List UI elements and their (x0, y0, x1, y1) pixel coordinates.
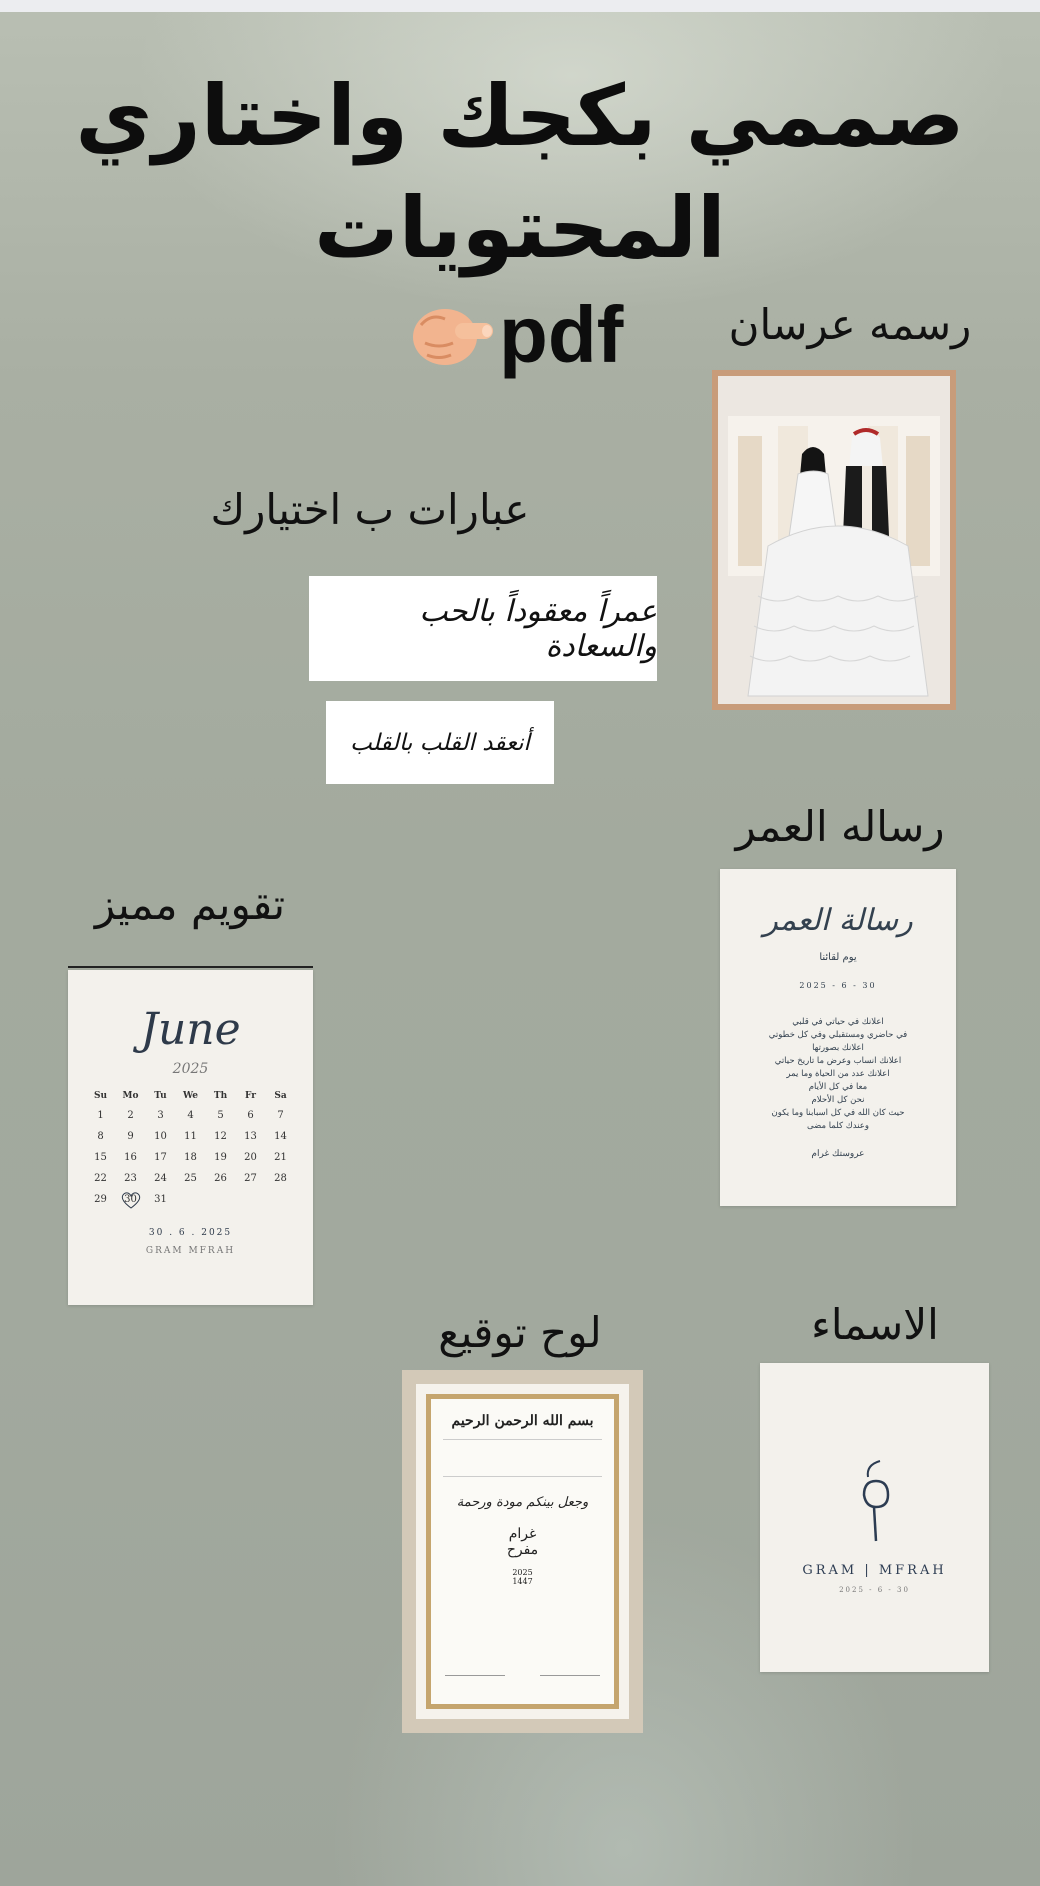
day-cell: 23 (124, 1173, 137, 1184)
weekday: Fr (245, 1091, 256, 1101)
day-cell: 2 (127, 1110, 134, 1121)
weekday: Su (93, 1091, 108, 1101)
calendar-month: June (140, 1004, 241, 1055)
day-cell: 18 (184, 1152, 197, 1163)
week-row (86, 1189, 296, 1210)
pdf-row (405, 290, 655, 380)
names-card (760, 1363, 989, 1672)
couple-drawing-card (712, 370, 956, 710)
monogram-icon (850, 1451, 900, 1551)
signing-year-1: 2025 (512, 1568, 533, 1577)
signing-inner-frame (426, 1394, 619, 1709)
weekday: Tu (154, 1091, 167, 1101)
letter-line: وعندك كلما مضى (807, 1121, 869, 1131)
calendar-names: GRAM MFRAH (145, 1246, 236, 1256)
letter-card (720, 869, 956, 1206)
day-cell: 26 (214, 1173, 227, 1184)
letter-line: حيث كان الله في كل اسبابنا وما يكون (771, 1108, 905, 1118)
day-cell (266, 1189, 296, 1210)
calendar-top-line (68, 966, 313, 968)
verse: وجعل بينكم مودة ورحمة (456, 1495, 589, 1510)
week-row (86, 1105, 296, 1126)
week-row (86, 1126, 296, 1147)
day-cell (236, 1189, 266, 1210)
day-cell: 10 (154, 1131, 167, 1142)
letter-subtitle: يوم لقائنا (819, 952, 857, 963)
letter-line: معا في كل الأيام (808, 1082, 868, 1092)
phrase-card-1: عمراً معقوداً بالحب والسعادة (309, 576, 657, 681)
day-cell: 25 (184, 1173, 197, 1184)
day-cell: 12 (214, 1131, 227, 1142)
names-text: GRAM | MFRAH (802, 1563, 947, 1578)
names-date: 2025 - 6 - 30 (839, 1586, 910, 1594)
letter-line: اعلانك في حياتي في قلبي (792, 1017, 884, 1027)
day-cell: 9 (127, 1131, 134, 1142)
day-cell: 5 (217, 1110, 224, 1121)
letter-line: نحن كل الأحلام (811, 1095, 865, 1105)
signing-year-2: 1447 (512, 1577, 533, 1586)
couple-illustration (718, 376, 950, 704)
calendar-card (68, 970, 313, 1305)
week-row (86, 1168, 296, 1189)
signature-lines (445, 1675, 600, 1676)
day-cell: 22 (94, 1173, 107, 1184)
day-cell: 6 (247, 1110, 254, 1121)
weekday-row (86, 1087, 296, 1105)
weekday: We (182, 1091, 199, 1101)
names-label: الاسماء (811, 1300, 939, 1349)
signing-text-block (443, 1439, 602, 1477)
weekday: Sa (274, 1091, 287, 1101)
day-cell: 4 (187, 1110, 194, 1121)
day-cell: 27 (244, 1173, 257, 1184)
calendar-grid (86, 1087, 296, 1210)
day-cell: 15 (94, 1152, 107, 1163)
day-cell (206, 1189, 236, 1210)
letter-line: في حاضري ومستقبلي وفي كل خطوتي (768, 1030, 908, 1040)
week-row (86, 1147, 296, 1168)
calendar-date-line: 30 . 6 . 2025 (148, 1228, 233, 1238)
day-cell: 24 (154, 1173, 167, 1184)
pdf-text: pdf (499, 290, 624, 379)
letter-line: اعلانك بصورتها (812, 1043, 864, 1053)
day-cell: 1 (97, 1110, 104, 1121)
day-cell: 29 (94, 1194, 107, 1205)
phrase-card-2: أنعقد القلب بالقلب (326, 701, 554, 784)
page-title: صممي بكجك واختاري المحتويات (75, 67, 965, 277)
day-cell: 7 (277, 1110, 284, 1121)
letter-signature: عروستك غرام (811, 1149, 865, 1159)
signature-line (540, 1675, 600, 1676)
day-cell: 8 (97, 1131, 104, 1142)
letter-date: 2025 - 6 - 30 (799, 981, 877, 990)
day-cell: 17 (154, 1152, 167, 1163)
signing-board-card (402, 1370, 643, 1733)
signing-name-2: مفرح (506, 1542, 539, 1558)
weekday: Th (213, 1091, 228, 1101)
day-cell (176, 1189, 206, 1210)
letter-label: رساله العمر (735, 802, 945, 851)
signing-name-1: غرام (508, 1526, 537, 1542)
weekday: Mo (122, 1091, 139, 1101)
day-cell: 28 (274, 1173, 287, 1184)
day-cell: 14 (274, 1131, 287, 1142)
day-cell: 21 (274, 1152, 287, 1163)
letter-heading: رسالة العمر (763, 903, 913, 938)
browser-top-bar (0, 0, 1040, 12)
letter-line: اعلانك عدد من الحياة وما يمر (786, 1069, 890, 1079)
day-cell: 11 (184, 1131, 197, 1142)
day-cell: 13 (244, 1131, 257, 1142)
pointing-hand-icon (405, 295, 495, 375)
basmala: بسم الله الرحمن الرحيم (451, 1413, 594, 1429)
day-cell: 19 (214, 1152, 227, 1163)
signing-label: لوح توقيع (438, 1308, 602, 1357)
drawing-label: رسمه عرسان (728, 300, 972, 349)
calendar-label: تقويم مميز (94, 880, 286, 929)
day-cell: 3 (157, 1110, 164, 1121)
day-cell: 20 (244, 1152, 257, 1163)
phrases-label: عبارات ب اختيارك (210, 485, 530, 534)
signature-line (445, 1675, 505, 1676)
highlight-day: 30 (124, 1194, 137, 1205)
letter-line: اعلانك انساب وعرض ما تاريخ حياتي (774, 1056, 902, 1066)
letter-body (720, 1016, 956, 1133)
day-cell: 31 (154, 1194, 167, 1205)
day-cell: 16 (124, 1152, 137, 1163)
calendar-year: 2025 (172, 1061, 209, 1077)
day-cell-highlighted (116, 1189, 146, 1210)
